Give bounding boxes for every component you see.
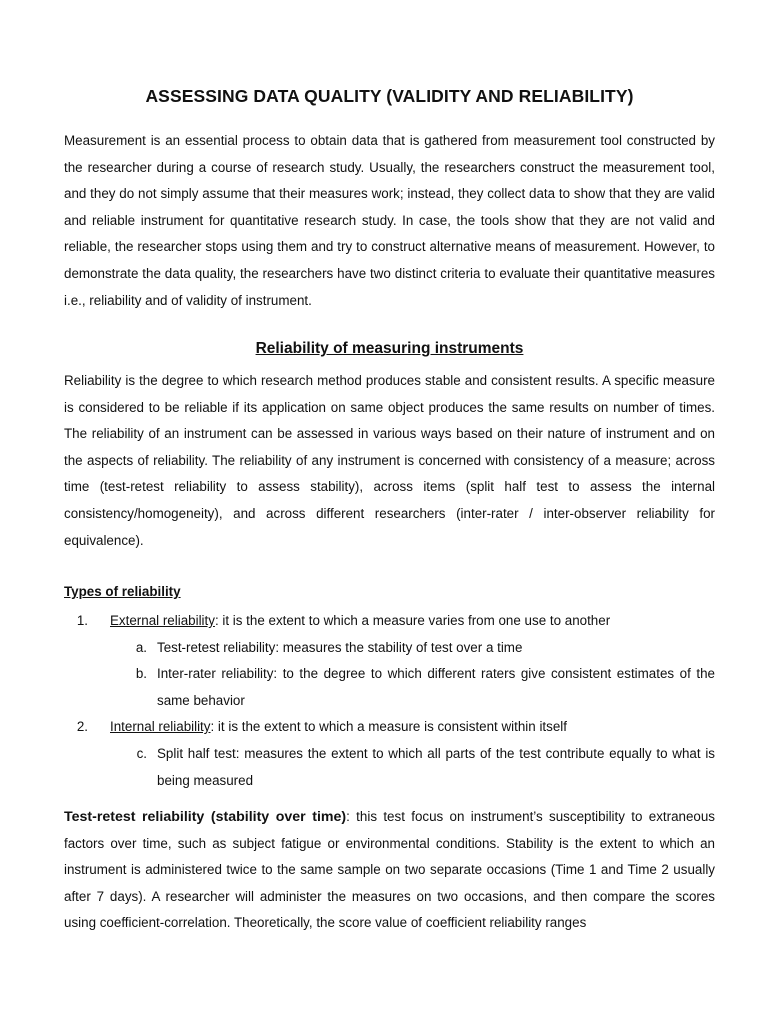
list-marker-c: c. <box>136 746 147 761</box>
internal-reliability-term: Internal reliability <box>110 719 211 734</box>
reliability-paragraph: Reliability is the degree to which research method produces stable and consistent results. A specific measure is considered to be reliable if its application on same object produces the same results on number of times. The reliability of an instrument can be assessed in various ways based on their nature of instrument and on the aspects of reliability. The reliability of any instrument is concerned with consistency of a measure; across time (test-retest reliability to assess stability), across items (split half test to assess the internal consistency/homogeneity), and across different researchers (inter-rater / inter-observer reliability for equivalence). <box>64 373 715 548</box>
test-retest-lead: Test-retest reliability (stability over time) <box>64 809 347 825</box>
list-marker-2: 2. <box>76 719 88 734</box>
reliability-section-heading: Reliability of measuring instruments <box>255 340 524 357</box>
list-item-internal-reliability <box>110 714 567 741</box>
test-retest-text: : this test focus on instrument’s susceptibility to extraneous factors over time, such as subject fatigue or environmental conditions. Stability is the extent to which an instrument is administered twice to the same sample on two separate occasions (Time 1 and Time 2 usually after 7 days). A researcher will administer the measures on two occasions, and then compare the scores using coefficient-correlation. Theoretically, the score value of coefficient reliability ranges <box>64 809 715 931</box>
external-reliability-term: External reliability <box>110 613 215 628</box>
internal-reliability-text: : it is the extent to which a measure is consistent within itself <box>210 719 567 734</box>
external-reliability-text: : it is the extent to which a measure varies from one use to another <box>214 613 611 628</box>
types-of-reliability-heading: Types of reliability <box>64 584 181 599</box>
list-item-external-reliability <box>110 608 610 635</box>
list-marker-b: b. <box>135 666 147 681</box>
intro-paragraph: Measurement is an essential process to obtain data that is gathered from measurement tool constructed by the researcher during a course of research study. Usually, the researchers construct the measurement tool, and they do not simply assume that their measures work; instead, they collect data to show that they are valid and reliable instrument for quantitative research study. In case, the tools show that they are not valid and reliable, the researcher stops using them and try to construct alternative means of measurement. However, to demonstrate the data quality, the researchers have two distinct criteria to evaluate their quantitative measures i.e., reliability and of validity of instrument. <box>64 133 715 308</box>
list-subitem-split-half: Split half test: measures the extent to which all parts of the test contribute equally to what is being measured <box>157 746 715 788</box>
test-retest-paragraph <box>64 804 715 937</box>
list-subitem-test-retest: Test-retest reliability: measures the stability of test over a time <box>157 640 523 655</box>
document-title: ASSESSING DATA QUALITY (VALIDITY AND RELIABILITY) <box>145 86 634 106</box>
list-marker-1: 1. <box>76 613 88 628</box>
list-marker-a: a. <box>135 640 147 655</box>
list-subitem-inter-rater: Inter-rater reliability: to the degree to which different raters give consistent estimates of the same behavior <box>157 666 715 708</box>
